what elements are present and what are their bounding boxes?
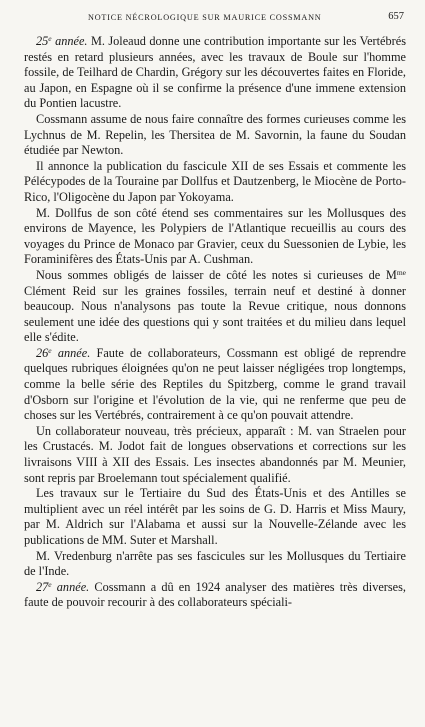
paragraph-fascicule-xii: Il annonce la publication du fascicule XII de ses Essais et commente les Pélécypodes de la Touraine par Dollfus et Dautzenberg, le Miocène de Porto-Rico, l'Oligocène du Japon par Yokoyama. <box>24 158 406 204</box>
year-superscript: e <box>48 34 52 43</box>
paragraph-van-straelen: Un collaborateur nouveau, très précieux, apparaît : M. van Straelen pour les Crustacés. M. Jodot fait de longues observations et corrections sur les livraisons VIII à XII des Essais. Les insectes abandonnés par M. Meunier, sont repris par Broelemann tout spécialement qualifié. <box>24 423 406 485</box>
year-number: 25 <box>36 34 49 48</box>
year-number: 26 <box>36 345 49 360</box>
year-superscript: e <box>48 579 52 589</box>
year-word: année. <box>51 345 91 360</box>
paragraph-vredenburg: M. Vredenburg n'arrête pas ses fascicules sur les Mollusques du Tertiaire de l'Inde. <box>24 548 406 579</box>
title-superscript: me <box>396 267 406 277</box>
year-heading <box>36 580 89 594</box>
paragraph-dollfus: M. Dollfus de son côté étend ses commentaires sur les Mollusques des environs de Mayence, les Polypiers de l'Atlantique recueillis au cours des voyages du Prince de Monaco par Gravier, ceux du Suessonien de Lybie, les Foraminifères des États-Unis par A. Cushman. <box>24 205 406 267</box>
year-word: année. <box>51 34 88 48</box>
paragraph-clement-reid <box>24 268 406 346</box>
paragraph-tertiaire-sud: Les travaux sur le Tertiaire du Sud des États-Unis et des Antilles se multiplient avec un réel intérêt par les soins de G. D. Harris et Miss Maury, par M. Aldrich sur l'Alabama et aussi sur la Nouvelle-Zélande avec les publications de MM. Suter et Marshall. <box>24 486 406 547</box>
running-head <box>24 10 406 28</box>
paragraph-text-after: Clément Reid sur les graines fossiles, terrain neuf et destiné à donner beaucoup. Nous n'analysons pas toute la Revue critique, nous donnons seulement une idée des questions qui y sont traitées et du milieu dans lequel elle s'édite. <box>24 283 406 345</box>
year-heading <box>36 34 88 48</box>
body-text <box>24 34 406 611</box>
running-head-title: NOTICE NÉCROLOGIQUE SUR MAURICE COSSMANN <box>88 13 322 22</box>
paragraph-text-before: Nous sommes obligés de laisser de côté les notes si curieuses de M <box>36 267 397 282</box>
paragraph-text: Faute de collaborateurs, Cossmann est obligé de reprendre quelques rubriques éloignées qu'on ne peut laisser négligées trop longtemps, comme la belle série des Reptiles du Spitzberg, comme le grand travail d'Osborn sur l'origine et l'évolution de la vie, qui ne renferme que peu de choses sur les Vertébrés, contrairement à ce qu'on pouvait attendre. <box>24 345 406 423</box>
paragraph-25e-annee <box>24 34 406 112</box>
year-number: 27 <box>36 579 49 594</box>
paragraph-lychnus: Cossmann assume de nous faire connaître des formes curieuses comme les Lychnus de M. Repelin, les Thersitea de M. Savornin, la faune du Soudan étudiée par Newton. <box>24 111 406 158</box>
paragraph-27e-annee <box>24 580 406 611</box>
paragraph-text: M. Joleaud donne une contribution importante sur les Vertébrés restés en retard plusieurs années, avec les travaux de Boule sur l'homme fossile, de Teilhard de Chardin, Grégory sur les découvertes faites en Floride, au Japon, en Espagne où il se confirme la présence d'une immene extension du Pontien lacustre. <box>24 34 407 111</box>
year-superscript: e <box>48 345 52 355</box>
paragraph-26e-annee <box>24 346 406 424</box>
year-heading <box>36 346 90 360</box>
page-number: 657 <box>388 11 404 22</box>
paragraph-text: Cossmann a dû en 1924 analyser des matières très diverses, faute de pouvoir recourir à des collaborateurs spéciali- <box>24 579 407 610</box>
year-word: année. <box>51 579 90 594</box>
